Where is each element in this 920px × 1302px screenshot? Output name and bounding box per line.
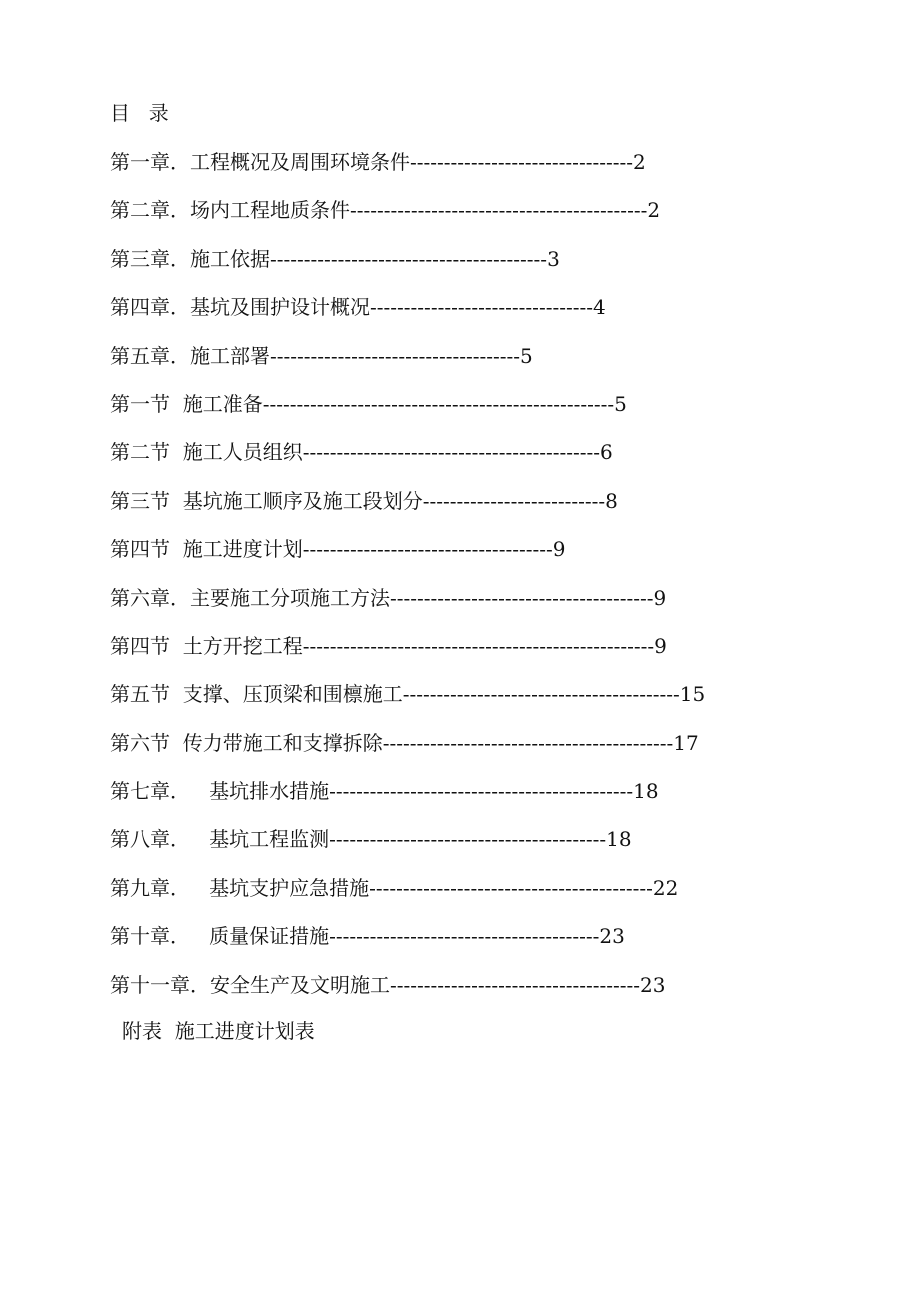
toc-entry: 第三章．施工依据-----------------------------------------3 [110,246,560,271]
toc-entry: 第六节 传力带施工和支撑拆除-------------------------------------------17 [110,730,699,755]
toc-entry: 第五章．施工部署-------------------------------------5 [110,343,533,368]
toc-list [110,146,705,1017]
toc-entry: 第十一章．安全生产及文明施工-------------------------------------23 [110,972,666,997]
toc-entry: 第四章．基坑及围护设计概况---------------------------------4 [110,295,606,320]
toc-entry: 第一节 施工准备----------------------------------------------------5 [110,391,627,416]
toc-entry: 第八章． 基坑工程监测-----------------------------------------18 [110,827,632,852]
toc-entry: 第二章．场内工程地质条件--------------------------------------------2 [110,198,661,223]
toc-entry: 第三节 基坑施工顺序及施工段划分---------------------------8 [110,488,618,513]
toc-entry: 第九章． 基坑支护应急措施------------------------------------------22 [110,875,679,900]
toc-entry: 第十章． 质量保证措施----------------------------------------23 [110,924,625,949]
toc-entry: 第四节 土方开挖工程----------------------------------------------------9 [110,633,667,658]
toc-entry: 第二节 施工人员组织--------------------------------------------6 [110,440,613,465]
toc-entry: 第六章．主要施工分项施工方法---------------------------------------9 [110,585,667,610]
toc-appendix: 附表 施工进度计划表 [122,1019,315,1043]
toc-entry: 第四节 施工进度计划-------------------------------------9 [110,537,566,562]
toc-entry: 第一章．工程概况及周围环境条件---------------------------------2 [110,150,646,174]
toc-entry: 第五节 支撑、压顶梁和围檩施工-----------------------------------------15 [110,682,706,707]
toc-entry: 第七章． 基坑排水措施---------------------------------------------18 [110,779,659,804]
toc-title: 目 录 [110,101,171,125]
